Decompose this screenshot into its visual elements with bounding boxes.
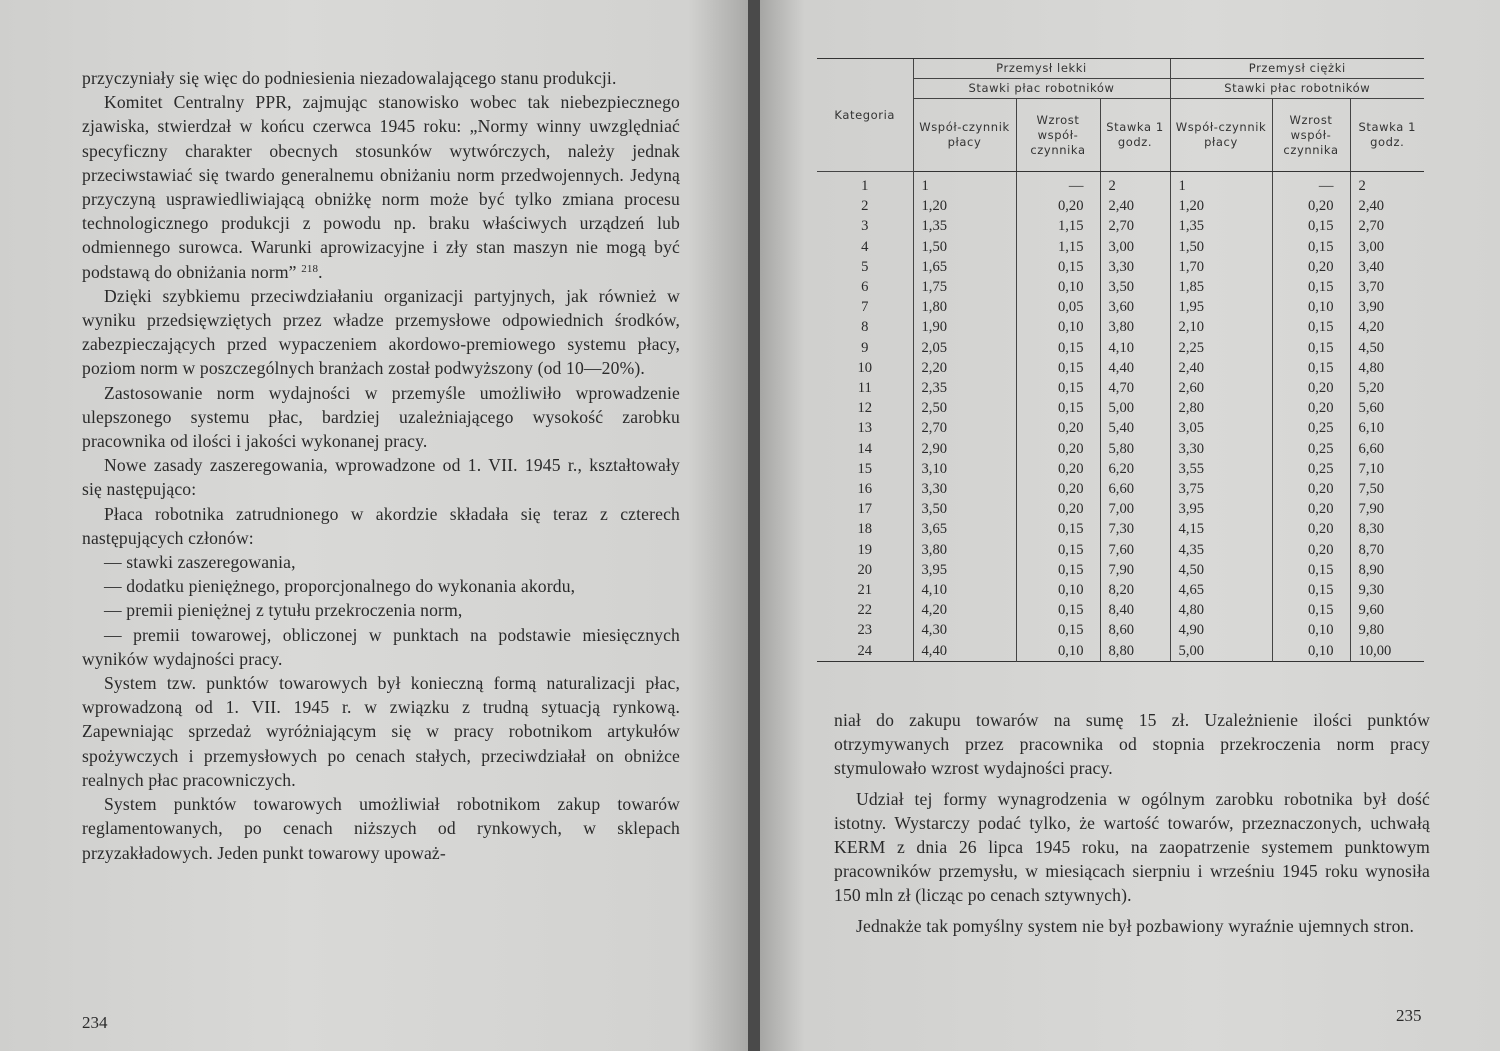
cell-stawka-ciezki: 7,50 [1350, 479, 1424, 499]
cell-wspolczynnik-ciezki: 2,80 [1170, 398, 1272, 418]
cell-wzrost-lekki: 0,20 [1016, 439, 1100, 459]
cell-kategoria: 9 [861, 339, 869, 356]
cell-stawka-ciezki: 4,20 [1350, 317, 1424, 337]
cell-stawka-ciezki: 3,70 [1350, 277, 1424, 297]
cell-wzrost-ciezki: 0,10 [1272, 297, 1350, 317]
cell-kategoria: 19 [857, 541, 873, 558]
cell-kategoria: 3 [861, 218, 869, 235]
cell-wspolczynnik-ciezki: 3,75 [1170, 479, 1272, 499]
cell-wspolczynnik-lekki: 2,05 [913, 338, 1016, 358]
cell-wzrost-lekki: 0,20 [1016, 196, 1100, 216]
cell-wspolczynnik-ciezki: 1,85 [1170, 277, 1272, 297]
cell-stawka-lekki: 8,60 [1100, 620, 1170, 640]
cell-stawka-ciezki: 5,20 [1350, 378, 1424, 398]
table-row [817, 398, 1424, 418]
cell-wzrost-lekki: 1,15 [1016, 237, 1100, 257]
cell-wspolczynnik-lekki: 4,40 [913, 641, 1016, 662]
cell-wzrost-ciezki: 0,20 [1272, 398, 1350, 418]
cell-wzrost-lekki: 0,20 [1016, 499, 1100, 519]
cell-stawka-ciezki: 8,90 [1350, 560, 1424, 580]
cell-kategoria: 15 [857, 460, 873, 477]
cell-wspolczynnik-lekki: 3,95 [913, 560, 1016, 580]
table-row [817, 237, 1424, 257]
footnote-ref: 218 [301, 262, 319, 275]
cell-wspolczynnik-ciezki: 3,05 [1170, 418, 1272, 438]
cell-stawka-lekki: 3,60 [1100, 297, 1170, 317]
cell-wspolczynnik-ciezki: 1,35 [1170, 216, 1272, 236]
cell-wzrost-lekki: 0,05 [1016, 297, 1100, 317]
table-row [817, 540, 1424, 560]
cell-stawka-lekki: 4,10 [1100, 338, 1170, 358]
cell-stawka-ciezki: 9,80 [1350, 620, 1424, 640]
cell-kategoria: 8 [861, 319, 869, 336]
cell-wspolczynnik-ciezki: 3,30 [1170, 439, 1272, 459]
cell-stawka-ciezki: 9,30 [1350, 580, 1424, 600]
cell-wzrost-lekki: — [1016, 172, 1100, 197]
list-item: — stawki zaszeregowania, [104, 552, 296, 573]
cell-stawka-lekki: 2,40 [1100, 196, 1170, 216]
cell-wzrost-lekki: 0,15 [1016, 398, 1100, 418]
cell-stawka-ciezki: 3,90 [1350, 297, 1424, 317]
table-row [817, 620, 1424, 640]
cell-wspolczynnik-lekki: 3,65 [913, 519, 1016, 539]
cell-stawka-lekki: 5,80 [1100, 439, 1170, 459]
cell-wspolczynnik-lekki: 2,90 [913, 439, 1016, 459]
cell-wspolczynnik-lekki: 3,80 [913, 540, 1016, 560]
page-number: 234 [82, 1013, 108, 1032]
cell-stawka-lekki: 3,50 [1100, 277, 1170, 297]
cell-kategoria: 14 [857, 440, 873, 457]
table-row [817, 216, 1424, 236]
cell-kategoria: 17 [857, 501, 873, 518]
table-row [817, 358, 1424, 378]
table-row [817, 499, 1424, 519]
cell-wzrost-ciezki: 0,15 [1272, 580, 1350, 600]
cell-stawka-lekki: 8,80 [1100, 641, 1170, 662]
cell-wspolczynnik-lekki: 1,80 [913, 297, 1016, 317]
cell-wzrost-ciezki: 0,10 [1272, 641, 1350, 662]
cell-wzrost-lekki: 0,15 [1016, 560, 1100, 580]
cell-stawka-lekki: 7,00 [1100, 499, 1170, 519]
cell-wspolczynnik-lekki: 2,70 [913, 418, 1016, 438]
cell-wzrost-ciezki: 0,15 [1272, 338, 1350, 358]
cell-wzrost-lekki: 0,15 [1016, 540, 1100, 560]
cell-stawka-ciezki: 4,80 [1350, 358, 1424, 378]
cell-stawka-ciezki: 3,00 [1350, 237, 1424, 257]
cell-wzrost-lekki: 0,10 [1016, 641, 1100, 662]
cell-wspolczynnik-lekki: 1 [913, 172, 1016, 197]
cell-stawka-lekki: 7,30 [1100, 519, 1170, 539]
paragraph: przyczyniały się więc do podniesienia niezadowalającego stanu produkcji. [82, 68, 617, 88]
table-row [817, 277, 1424, 297]
cell-wspolczynnik-lekki: 4,20 [913, 600, 1016, 620]
cell-wzrost-ciezki: 0,15 [1272, 317, 1350, 337]
cell-kategoria: 23 [857, 622, 873, 639]
cell-wspolczynnik-ciezki: 2,25 [1170, 338, 1272, 358]
cell-wspolczynnik-ciezki: 2,40 [1170, 358, 1272, 378]
cell-stawka-ciezki: 8,70 [1350, 540, 1424, 560]
cell-stawka-lekki: 5,40 [1100, 418, 1170, 438]
cell-wspolczynnik-lekki: 2,50 [913, 398, 1016, 418]
cell-wspolczynnik-lekki: 1,35 [913, 216, 1016, 236]
cell-wzrost-ciezki: 0,25 [1272, 459, 1350, 479]
table-row [817, 196, 1424, 216]
cell-wzrost-lekki: 0,15 [1016, 378, 1100, 398]
cell-wspolczynnik-ciezki: 1,50 [1170, 237, 1272, 257]
cell-wspolczynnik-ciezki: 4,80 [1170, 600, 1272, 620]
cell-wzrost-lekki: 0,15 [1016, 620, 1100, 640]
table-row [817, 641, 1424, 662]
right-page-text [834, 708, 1430, 944]
cell-wzrost-lekki: 0,15 [1016, 338, 1100, 358]
cell-stawka-ciezki: 2 [1350, 172, 1424, 197]
cell-stawka-lekki: 3,30 [1100, 257, 1170, 277]
cell-stawka-ciezki: 6,10 [1350, 418, 1424, 438]
list-item: — dodatku pieniężnego, proporcjonalnego do wykonania akordu, [104, 576, 576, 597]
left-page-text [82, 66, 680, 865]
cell-stawka-ciezki: 9,60 [1350, 600, 1424, 620]
cell-stawka-lekki: 2 [1100, 172, 1170, 197]
header-przemysl-lekki: Przemysł lekki [913, 59, 1170, 79]
cell-wspolczynnik-lekki: 3,30 [913, 479, 1016, 499]
table-row [817, 317, 1424, 337]
cell-wzrost-ciezki: 0,20 [1272, 499, 1350, 519]
cell-wzrost-lekki: 0,20 [1016, 418, 1100, 438]
cell-stawka-lekki: 7,90 [1100, 560, 1170, 580]
header-wspolczynnik: Współ-czynnik płacy [913, 99, 1016, 172]
header-przemysl-ciezki: Przemysł ciężki [1170, 59, 1424, 79]
cell-wspolczynnik-ciezki: 3,55 [1170, 459, 1272, 479]
table-row [817, 418, 1424, 438]
quote-text: Komitet Centralny PPR, zajmując stanowisko wobec tak niebezpiecznego zjawiska, stwierdzał w końcu czerwca 1945 roku: „Normy winny uwzględniać specyficzny charakter obecnych stosunków wytwórczych, należy jednak przeciwstawiać się twardo generalnemu obniżaniu norm przedwojennych. Jedyną przyczyną usprawiedliwiającą obniżkę norm może być tylko zmiana procesu technologicznego produkcji z powodu np. braku właściwych urządzeń lub odmiennego surowca. Warunki aprowizacyjne i zły stan maszyn nie mogą być podstawą do obniżania norm” [82, 92, 680, 282]
cell-kategoria: 12 [857, 400, 873, 417]
cell-kategoria: 7 [861, 299, 869, 316]
cell-stawka-lekki: 4,70 [1100, 378, 1170, 398]
cell-wspolczynnik-ciezki: 1,95 [1170, 297, 1272, 317]
cell-wspolczynnik-ciezki: 4,50 [1170, 560, 1272, 580]
header-stawki-ciezki: Stawki płac robotników [1170, 79, 1424, 99]
cell-wzrost-lekki: 0,10 [1016, 317, 1100, 337]
paragraph: Udział tej formy wynagrodzenia w ogólnym zarobku robotnika był dość istotny. Wystarczy podać tylko, że wartość towarów, przeznaczonych, uchwałą KERM z dnia 26 lipca 1945 roku, na zaopatrzenie systemem punktowym pracowników przemysłu, w miesiącach sierpniu i wrześniu 1945 roku wynosiła 150 mln zł (licząc po cenach sztywnych). [834, 788, 1430, 906]
cell-wzrost-lekki: 0,15 [1016, 519, 1100, 539]
table-row [817, 297, 1424, 317]
paragraph: System tzw. punktów towarowych był konieczną formą naturalizacji płac, wprowadzoną od 1. VII. 1945 r. w związku z trudną sytuacją rynkową. Zapewniając sprzedaż wyróżniającym się w pracy robotnikom artykułów spożywczych i przemysłowych po cenach stałych, przeciwdziałał on obniżce realnych płac pracowniczych. [82, 673, 680, 790]
cell-kategoria: 16 [857, 481, 873, 498]
header-stawki-lekki: Stawki płac robotników [913, 79, 1170, 99]
cell-stawka-lekki: 8,40 [1100, 600, 1170, 620]
cell-kategoria: 1 [861, 178, 869, 194]
cell-wzrost-ciezki: 0,25 [1272, 439, 1350, 459]
cell-wspolczynnik-ciezki: 1 [1170, 172, 1272, 197]
table-row [817, 257, 1424, 277]
cell-wspolczynnik-lekki: 1,90 [913, 317, 1016, 337]
header-stawka: Stawka 1 godz. [1350, 99, 1424, 172]
cell-wzrost-ciezki: 0,15 [1272, 277, 1350, 297]
cell-wspolczynnik-lekki: 2,35 [913, 378, 1016, 398]
cell-kategoria: 4 [861, 238, 869, 255]
list-item: — premii pieniężnej z tytułu przekroczenia norm, [104, 600, 463, 621]
paragraph: Płaca robotnika zatrudnionego w akordzie składała się teraz z czterech następujących członów: [82, 503, 680, 548]
footnote-tail: . [318, 261, 323, 282]
cell-kategoria: 11 [857, 380, 872, 397]
cell-wzrost-ciezki: — [1272, 172, 1350, 197]
header-wzrost: Wzrost współ-czynnika [1016, 99, 1100, 172]
cell-wspolczynnik-lekki: 3,50 [913, 499, 1016, 519]
cell-wzrost-ciezki: 0,20 [1272, 196, 1350, 216]
cell-wzrost-ciezki: 0,20 [1272, 519, 1350, 539]
header-kategoria: Kategoria [817, 59, 913, 172]
cell-wzrost-lekki: 0,10 [1016, 277, 1100, 297]
cell-stawka-lekki: 8,20 [1100, 580, 1170, 600]
cell-wzrost-lekki: 0,15 [1016, 257, 1100, 277]
table-row [817, 338, 1424, 358]
paragraph: Zastosowanie norm wydajności w przemyśle umożliwiło wprowadzenie ulepszonego systemu płac, bardziej uzależniającego wysokość zarobku pracownika od ilości i jakości wykonanej pracy. [82, 382, 680, 452]
cell-wspolczynnik-lekki: 1,20 [913, 196, 1016, 216]
header-wzrost: Wzrost współ-czynnika [1272, 99, 1350, 172]
cell-wspolczynnik-lekki: 4,10 [913, 580, 1016, 600]
cell-wspolczynnik-ciezki: 3,95 [1170, 499, 1272, 519]
cell-stawka-ciezki: 6,60 [1350, 439, 1424, 459]
left-page [0, 0, 748, 1051]
table-row [817, 600, 1424, 620]
cell-stawka-lekki: 3,00 [1100, 237, 1170, 257]
cell-stawka-lekki: 6,60 [1100, 479, 1170, 499]
cell-wspolczynnik-lekki: 1,75 [913, 277, 1016, 297]
paragraph [82, 90, 680, 284]
cell-wzrost-lekki: 0,20 [1016, 479, 1100, 499]
page-number: 235 [1396, 1006, 1422, 1025]
cell-kategoria: 10 [857, 359, 873, 376]
list-item: — premii towarowej, obliczonej w punktach na podstawie miesięcznych wyników wydajności pracy. [82, 624, 680, 669]
cell-kategoria: 5 [861, 258, 869, 275]
cell-kategoria: 21 [857, 582, 873, 599]
cell-wspolczynnik-lekki: 1,65 [913, 257, 1016, 277]
table-row [817, 479, 1424, 499]
cell-kategoria: 24 [857, 642, 873, 659]
cell-wzrost-lekki: 1,15 [1016, 216, 1100, 236]
cell-kategoria: 20 [857, 561, 873, 578]
cell-wzrost-lekki: 0,20 [1016, 459, 1100, 479]
cell-stawka-ciezki: 2,40 [1350, 196, 1424, 216]
table-row [817, 172, 1424, 197]
cell-wzrost-ciezki: 0,25 [1272, 418, 1350, 438]
paragraph: Dzięki szybkiemu przeciwdziałaniu organizacji partyjnych, jak również w wyniku przedsięwziętych przez władze przemysłowe odpowiednich środków, zabezpieczających przed wypaczeniem akordowo-premiowego systemu płacy, poziom norm w poszczególnych branżach został podwyższony (od 10—20%). [82, 285, 680, 379]
cell-wzrost-ciezki: 0,20 [1272, 479, 1350, 499]
cell-stawka-lekki: 7,60 [1100, 540, 1170, 560]
cell-stawka-lekki: 2,70 [1100, 216, 1170, 236]
cell-wspolczynnik-ciezki: 4,35 [1170, 540, 1272, 560]
cell-wzrost-ciezki: 0,15 [1272, 600, 1350, 620]
cell-wzrost-ciezki: 0,10 [1272, 620, 1350, 640]
cell-wspolczynnik-lekki: 4,30 [913, 620, 1016, 640]
cell-stawka-ciezki: 4,50 [1350, 338, 1424, 358]
cell-kategoria: 6 [861, 279, 869, 296]
table-row [817, 519, 1424, 539]
table-row [817, 439, 1424, 459]
cell-wspolczynnik-lekki: 1,50 [913, 237, 1016, 257]
cell-wzrost-lekki: 0,15 [1016, 358, 1100, 378]
cell-stawka-ciezki: 2,70 [1350, 216, 1424, 236]
header-wspolczynnik: Współ-czynnik płacy [1170, 99, 1272, 172]
cell-wzrost-lekki: 0,15 [1016, 600, 1100, 620]
cell-stawka-lekki: 3,80 [1100, 317, 1170, 337]
cell-wzrost-ciezki: 0,20 [1272, 540, 1350, 560]
cell-stawka-ciezki: 7,10 [1350, 459, 1424, 479]
cell-wspolczynnik-lekki: 3,10 [913, 459, 1016, 479]
cell-stawka-lekki: 6,20 [1100, 459, 1170, 479]
wage-table [817, 58, 1424, 662]
book-gutter [748, 0, 760, 1051]
cell-wzrost-ciezki: 0,20 [1272, 257, 1350, 277]
cell-wspolczynnik-ciezki: 1,20 [1170, 196, 1272, 216]
cell-kategoria: 22 [857, 602, 873, 619]
cell-kategoria: 2 [861, 198, 869, 215]
cell-stawka-ciezki: 8,30 [1350, 519, 1424, 539]
cell-wzrost-ciezki: 0,15 [1272, 358, 1350, 378]
table-row [817, 560, 1424, 580]
cell-stawka-ciezki: 5,60 [1350, 398, 1424, 418]
cell-wzrost-ciezki: 0,15 [1272, 560, 1350, 580]
cell-stawka-ciezki: 3,40 [1350, 257, 1424, 277]
cell-kategoria: 13 [857, 420, 873, 437]
right-page [760, 0, 1500, 1051]
cell-wspolczynnik-ciezki: 5,00 [1170, 641, 1272, 662]
cell-wspolczynnik-lekki: 2,20 [913, 358, 1016, 378]
table-row [817, 459, 1424, 479]
paragraph: Nowe zasady zaszeregowania, wprowadzone od 1. VII. 1945 r., kształtowały się następująco: [82, 455, 680, 500]
header-stawka: Stawka 1 godz. [1100, 99, 1170, 172]
cell-stawka-ciezki: 10,00 [1350, 641, 1424, 662]
cell-stawka-ciezki: 7,90 [1350, 499, 1424, 519]
cell-kategoria: 18 [857, 521, 873, 538]
cell-wzrost-lekki: 0,10 [1016, 580, 1100, 600]
paragraph: Jednakże tak pomyślny system nie był pozbawiony wyraźnie ujemnych stron. [856, 915, 1415, 936]
cell-wzrost-ciezki: 0,20 [1272, 378, 1350, 398]
table-row [817, 580, 1424, 600]
cell-wzrost-ciezki: 0,15 [1272, 237, 1350, 257]
cell-wspolczynnik-ciezki: 1,70 [1170, 257, 1272, 277]
cell-wspolczynnik-ciezki: 4,90 [1170, 620, 1272, 640]
cell-wzrost-ciezki: 0,15 [1272, 216, 1350, 236]
paragraph: niał do zakupu towarów na sumę 15 zł. Uzależnienie ilości punktów otrzymywanych przez pracownika od stopnia przekroczenia norm pracy stymulowało wzrost wydajności pracy. [834, 710, 1430, 779]
table-row [817, 378, 1424, 398]
cell-wspolczynnik-ciezki: 2,60 [1170, 378, 1272, 398]
cell-wspolczynnik-ciezki: 4,65 [1170, 580, 1272, 600]
cell-wspolczynnik-ciezki: 4,15 [1170, 519, 1272, 539]
cell-stawka-lekki: 5,00 [1100, 398, 1170, 418]
paragraph: System punktów towarowych umożliwiał robotnikom zakup towarów reglamentowanych, po cenach niższych od rynkowych, w sklepach przyzakładowych. Jeden punkt towarowy upoważ- [82, 794, 680, 863]
cell-stawka-lekki: 4,40 [1100, 358, 1170, 378]
cell-wspolczynnik-ciezki: 2,10 [1170, 317, 1272, 337]
